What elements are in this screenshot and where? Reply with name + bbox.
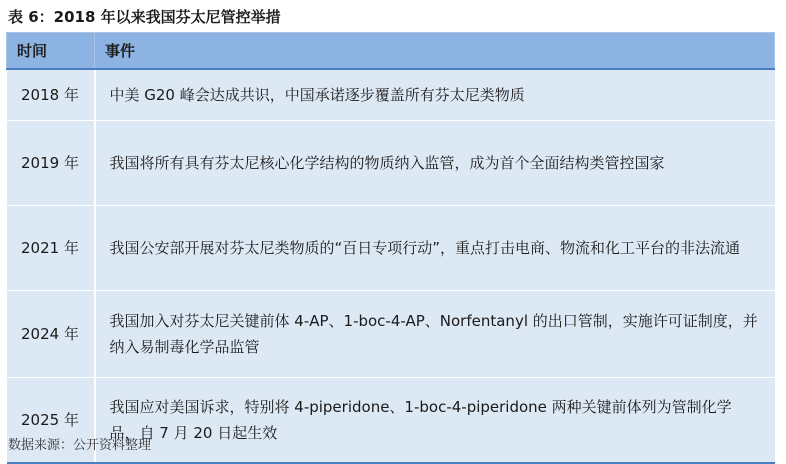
event-cell: 我国加入对芬太尼关键前体 4-AP、1-boc-4-AP、Norfentanyl 的出口管制，实施许可证制度，并纳入易制毒化学品监管: [95, 291, 775, 378]
table-row: [7, 69, 775, 121]
table-row: [7, 121, 775, 206]
year-cell: 2025 年: [7, 378, 95, 464]
data-source-note: 数据来源：公开资料整理: [8, 438, 152, 453]
table-header-row: [7, 33, 775, 70]
year-cell: 2019 年: [7, 121, 95, 206]
year-cell: 2024 年: [7, 291, 95, 378]
table-title: 表 6：2018 年以来我国芬太尼管控举措: [8, 8, 281, 26]
table-row: [7, 206, 775, 291]
header-time: 时间: [7, 33, 95, 70]
event-cell: 我国将所有具有芬太尼核心化学结构的物质纳入监管，成为首个全面结构类管控国家: [95, 121, 775, 206]
measures-table-container: [6, 32, 774, 464]
header-event: 事件: [95, 33, 775, 70]
year-cell: 2021 年: [7, 206, 95, 291]
event-cell: 我国应对美国诉求，特别将 4-piperidone、1-boc-4-piperidone 两种关键前体列为管制化学品，自 7 月 20 日起生效: [95, 378, 775, 464]
measures-table: [6, 32, 775, 464]
event-cell: 我国公安部开展对芬太尼类物质的“百日专项行动”，重点打击电商、物流和化工平台的非法流通: [95, 206, 775, 291]
year-cell: 2018 年: [7, 69, 95, 121]
event-cell: 中美 G20 峰会达成共识，中国承诺逐步覆盖所有芬太尼类物质: [95, 69, 775, 121]
table-row: [7, 291, 775, 378]
